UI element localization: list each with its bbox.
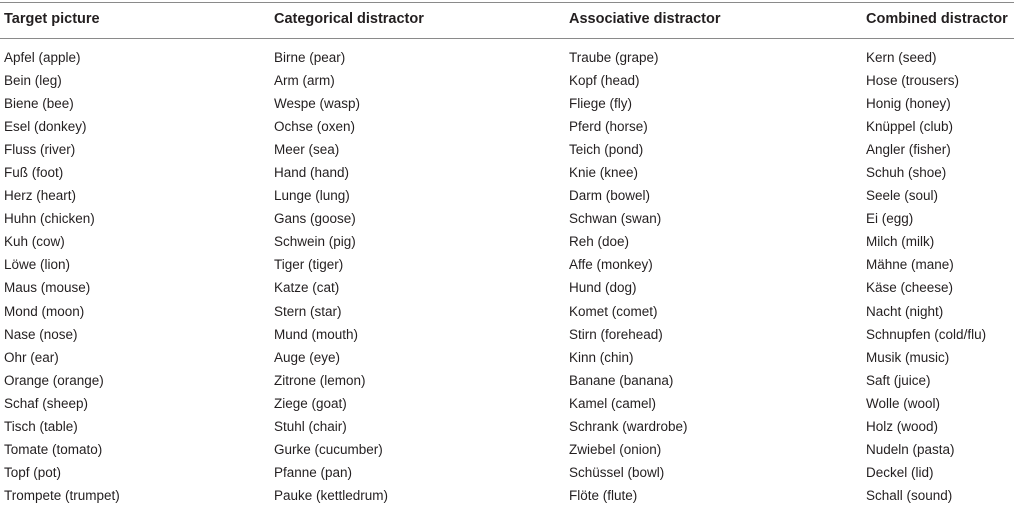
target-picture-cell: Herz (heart): [4, 188, 77, 204]
associative-distractor-cell: Kamel (camel): [569, 395, 657, 411]
categorical-distractor-cell: Zitrone (lemon): [274, 372, 366, 388]
associative-distractor-cell: Affe (monkey): [569, 257, 653, 273]
header-target-picture: Target picture: [4, 11, 100, 27]
target-picture-cell: Trompete (trumpet): [4, 487, 120, 503]
categorical-distractor-cell: Ziege (goat): [274, 395, 347, 411]
associative-distractor-cell: Schüssel (bowl): [569, 464, 665, 480]
associative-distractor-cell: Hund (dog): [569, 280, 637, 296]
table-row: [0, 276, 1014, 299]
table-header-row: [0, 9, 1014, 31]
categorical-distractor-cell: Pfanne (pan): [274, 464, 353, 480]
combined-distractor-cell: Ei (egg): [866, 211, 914, 227]
categorical-distractor-cell: Stern (star): [274, 303, 342, 319]
target-picture-cell: Esel (donkey): [4, 119, 87, 135]
associative-distractor-cell: Knie (knee): [569, 165, 639, 181]
categorical-distractor-cell: Gans (goose): [274, 211, 356, 227]
combined-distractor-cell: Hose (trousers): [866, 73, 960, 89]
table-row: [0, 484, 1014, 507]
table-row: [0, 207, 1014, 230]
combined-distractor-cell: Kern (seed): [866, 50, 937, 65]
associative-distractor-cell: Komet (comet): [569, 303, 658, 319]
target-picture-cell: Huhn (chicken): [4, 211, 95, 227]
associative-distractor-cell: Banane (banana): [569, 372, 674, 388]
target-picture-cell: Tisch (table): [4, 418, 78, 434]
table-row: [0, 230, 1014, 253]
combined-distractor-cell: Käse (cheese): [866, 280, 954, 296]
associative-distractor-cell: Pferd (horse): [569, 119, 648, 135]
target-picture-cell: Tomate (tomato): [4, 441, 103, 457]
table-row: [0, 69, 1014, 92]
combined-distractor-cell: Nacht (night): [866, 303, 944, 319]
associative-distractor-cell: Kinn (chin): [569, 349, 634, 365]
target-picture-cell: Apfel (apple): [4, 50, 81, 65]
target-picture-cell: Orange (orange): [4, 372, 104, 388]
table-row: [0, 161, 1014, 184]
target-picture-cell: Biene (bee): [4, 96, 74, 112]
target-picture-cell: Ohr (ear): [4, 349, 59, 365]
categorical-distractor-cell: Wespe (wasp): [274, 96, 361, 112]
combined-distractor-cell: Schuh (shoe): [866, 165, 947, 181]
categorical-distractor-cell: Ochse (oxen): [274, 119, 356, 135]
combined-distractor-cell: Mähne (mane): [866, 257, 954, 273]
table-row: [0, 392, 1014, 415]
target-picture-cell: Nase (nose): [4, 326, 78, 342]
categorical-distractor-cell: Lunge (lung): [274, 188, 350, 204]
table-row: [0, 323, 1014, 346]
table-row: [0, 92, 1014, 115]
target-picture-cell: Fuß (foot): [4, 165, 64, 181]
categorical-distractor-cell: Birne (pear): [274, 50, 346, 65]
combined-distractor-cell: Holz (wood): [866, 418, 939, 434]
table-row: [0, 46, 1014, 69]
header-bottom-rule: [0, 38, 1014, 39]
combined-distractor-cell: Schall (sound): [866, 487, 953, 503]
combined-distractor-cell: Saft (juice): [866, 372, 931, 388]
table-row: [0, 300, 1014, 323]
table-row: [0, 438, 1014, 461]
table-row: [0, 415, 1014, 438]
categorical-distractor-cell: Tiger (tiger): [274, 257, 344, 273]
associative-distractor-cell: Darm (bowel): [569, 188, 651, 204]
table-row: [0, 138, 1014, 161]
categorical-distractor-cell: Gurke (cucumber): [274, 441, 383, 457]
combined-distractor-cell: Seele (soul): [866, 188, 939, 204]
categorical-distractor-cell: Pauke (kettledrum): [274, 487, 389, 503]
table-row: [0, 253, 1014, 276]
table-row: [0, 115, 1014, 138]
associative-distractor-cell: Reh (doe): [569, 234, 630, 250]
target-picture-cell: Bein (leg): [4, 73, 62, 89]
associative-distractor-cell: Stirn (forehead): [569, 326, 663, 342]
target-picture-cell: Schaf (sheep): [4, 395, 89, 411]
header-associative-distractor: Associative distractor: [569, 11, 721, 27]
associative-distractor-cell: Kopf (head): [569, 73, 640, 89]
target-picture-cell: Fluss (river): [4, 142, 76, 158]
categorical-distractor-cell: Auge (eye): [274, 349, 341, 365]
combined-distractor-cell: Musik (music): [866, 349, 950, 365]
table-body: [0, 46, 1014, 507]
associative-distractor-cell: Traube (grape): [569, 50, 659, 65]
combined-distractor-cell: Honig (honey): [866, 96, 951, 112]
combined-distractor-cell: Milch (milk): [866, 234, 935, 250]
combined-distractor-cell: Schnupfen (cold/flu): [866, 326, 987, 342]
table-row: [0, 346, 1014, 369]
categorical-distractor-cell: Meer (sea): [274, 142, 340, 158]
associative-distractor-cell: Teich (pond): [569, 142, 644, 158]
combined-distractor-cell: Wolle (wool): [866, 395, 941, 411]
table-row: [0, 369, 1014, 392]
associative-distractor-cell: Zwiebel (onion): [569, 441, 662, 457]
categorical-distractor-cell: Mund (mouth): [274, 326, 359, 342]
target-picture-cell: Löwe (lion): [4, 257, 71, 273]
target-picture-cell: Topf (pot): [4, 464, 62, 480]
target-picture-cell: Maus (mouse): [4, 280, 91, 296]
combined-distractor-cell: Nudeln (pasta): [866, 441, 955, 457]
associative-distractor-cell: Fliege (fly): [569, 96, 633, 112]
combined-distractor-cell: Angler (fisher): [866, 142, 951, 158]
associative-distractor-cell: Schwan (swan): [569, 211, 662, 227]
categorical-distractor-cell: Stuhl (chair): [274, 418, 347, 434]
target-picture-cell: Kuh (cow): [4, 234, 65, 250]
combined-distractor-cell: Deckel (lid): [866, 464, 934, 480]
header-combined-distractor: Combined distractor: [866, 11, 1008, 27]
table-top-rule: [0, 2, 1014, 3]
categorical-distractor-cell: Arm (arm): [274, 73, 335, 89]
categorical-distractor-cell: Katze (cat): [274, 280, 340, 296]
associative-distractor-cell: Schrank (wardrobe): [569, 418, 688, 434]
table-row: [0, 184, 1014, 207]
categorical-distractor-cell: Hand (hand): [274, 165, 350, 181]
combined-distractor-cell: Knüppel (club): [866, 119, 954, 135]
table-row: [0, 461, 1014, 484]
target-picture-cell: Mond (moon): [4, 303, 85, 319]
header-categorical-distractor: Categorical distractor: [274, 11, 424, 27]
categorical-distractor-cell: Schwein (pig): [274, 234, 356, 250]
associative-distractor-cell: Flöte (flute): [569, 487, 638, 503]
